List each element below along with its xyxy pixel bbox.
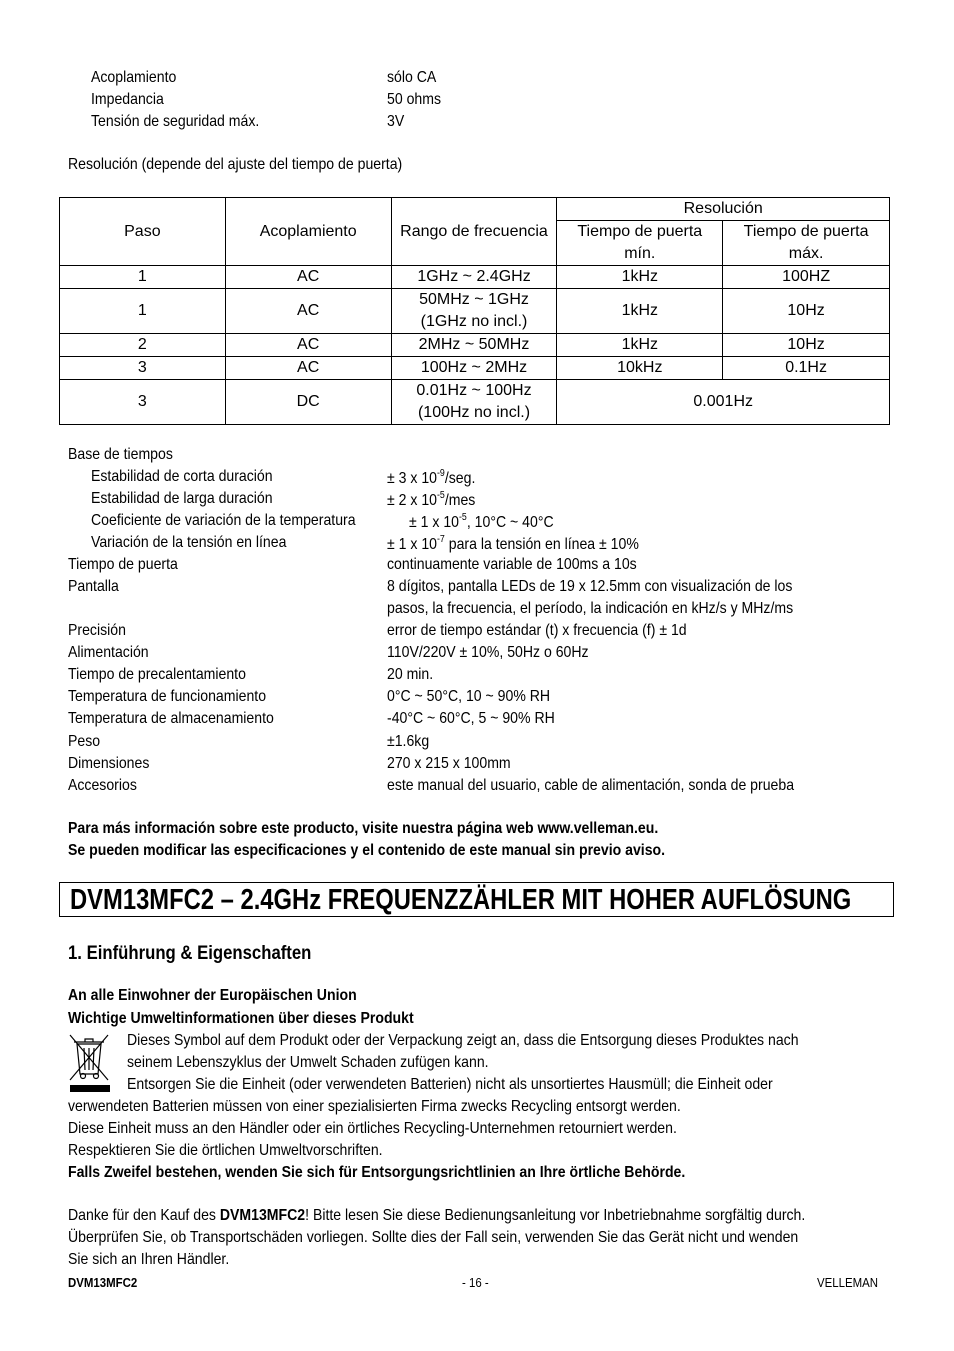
timebase-label: Coeficiente de variación de la temperatura (91, 512, 356, 529)
thanks-line-3: Sie sich an Ihren Händler. (68, 1251, 230, 1268)
value-post: /mes (444, 492, 476, 509)
spec-label-acoplamiento: Acoplamiento (91, 69, 177, 86)
eu-text: seinem Lebenszyklus der Umwelt Schaden zufügen kann. (127, 1054, 489, 1071)
eu-text: Diese Einheit muss an den Händler oder ein örtliches Recycling-Unternehmen retourniert werden. (68, 1120, 677, 1137)
timebase-label: Variación de la tensión en línea (91, 534, 287, 551)
spec-label: Peso (68, 733, 101, 750)
table-row (60, 334, 890, 357)
thanks-model: DVM13MFC2 (219, 1207, 306, 1224)
spec-value-line2: pasos, la frecuencia, el período, la indicación en kHz/s y MHz/ms (387, 600, 794, 617)
thanks-text: ! Bitte lesen Sie diese Bedienungsanleitung vor Inbetriebnahme sorgfältig durch. (305, 1207, 806, 1224)
section-title: DVM13MFC2 – 2.4GHz FREQUENZZÄHLER MIT HOHER AUFLÖSUNG (70, 884, 852, 916)
table-row (60, 289, 890, 334)
header-tmin (557, 221, 723, 266)
eu-text: verwendeten Batterien müssen von einer spezialisierten Firma zwecks Recycling entsorgt werden. (68, 1098, 681, 1115)
notice-line-2: Se pueden modificar las especificaciones y el contenido de este manual sin previo aviso. (68, 842, 666, 859)
value-pre: ± 1 x 10 (409, 514, 459, 531)
weee-bin-icon (68, 1032, 112, 1094)
cell-paso: 3 (60, 380, 226, 425)
spec-label-tension: Tensión de seguridad máx. (91, 113, 260, 130)
header-tmax-line1: Tiempo de puerta (743, 223, 869, 240)
cell-paso: 2 (60, 334, 226, 357)
cell-rango (391, 380, 557, 425)
section-title-box (59, 882, 894, 917)
spec-value: 0°C ~ 50°C, 10 ~ 90% RH (387, 688, 551, 705)
timebase-value (387, 534, 639, 554)
spec-label: Tiempo de puerta (68, 556, 178, 573)
timebase-label: Estabilidad de larga duración (91, 490, 273, 507)
cell-acop: AC (225, 334, 391, 357)
value-exponent: -9 (436, 468, 445, 479)
eu-heading-2: Wichtige Umweltinformationen über dieses Produkt (68, 1010, 414, 1027)
header-paso: Paso (60, 198, 226, 266)
spec-value: ±1.6kg (387, 733, 430, 750)
timebase-value (387, 490, 475, 510)
cell-rango: 1GHz ~ 2.4GHz (391, 266, 557, 289)
thanks-line-2: Überprüfen Sie, ob Transportschäden vorliegen. Sollte dies der Fall sein, verwenden Sie das Gerät nicht und wenden (68, 1229, 799, 1246)
cell-rango-line1: 50MHz ~ 1GHz (419, 291, 529, 308)
cell-rango (391, 289, 557, 334)
header-tmin-line1: Tiempo de puerta (577, 223, 703, 240)
table-row (60, 357, 890, 380)
spec-value: 20 min. (387, 666, 434, 683)
cell-rango: 2MHz ~ 50MHz (391, 334, 557, 357)
value-exponent: -7 (436, 534, 445, 545)
cell-acop: AC (225, 266, 391, 289)
table-row (60, 380, 890, 425)
table-header-row (60, 198, 890, 221)
footer-model: DVM13MFC2 (68, 1275, 138, 1290)
spec-value: continuamente variable de 100ms a 10s (387, 556, 637, 573)
cell-acop: AC (225, 357, 391, 380)
footer-page-number: - 16 - (462, 1275, 489, 1290)
value-post: , 10°C ~ 40°C (466, 514, 554, 531)
spec-label: Temperatura de almacenamiento (68, 710, 274, 727)
header-tmax (723, 221, 890, 266)
value-pre: ± 2 x 10 (387, 492, 437, 509)
eu-text: Entsorgen Sie die Einheit (oder verwendeten Batterien) nicht als unsortiertes Hausmüll; die Einheit oder (127, 1076, 773, 1093)
timebase-value (409, 512, 554, 532)
spec-label-impedancia: Impedancia (91, 91, 164, 108)
spec-value-tension: 3V (387, 113, 405, 130)
cell-tmin: 1kHz (557, 266, 723, 289)
cell-tmax: 10Hz (723, 334, 890, 357)
value-pre: ± 3 x 10 (387, 470, 437, 487)
cell-tmax: 10Hz (723, 289, 890, 334)
cell-paso: 3 (60, 357, 226, 380)
value-exponent: -5 (458, 512, 467, 523)
notice-line-1: Para más información sobre este producto, visite nuestra página web www.velleman.eu. (68, 820, 659, 837)
cell-tmin: 1kHz (557, 334, 723, 357)
section-heading: 1. Einführung & Eigenschaften (68, 943, 312, 964)
timebase-value (387, 468, 475, 488)
timebase-heading: Base de tiempos (68, 446, 173, 463)
value-post: para la tensión en línea ± 10% (444, 536, 639, 553)
timebase-label: Estabilidad de corta duración (91, 468, 273, 485)
spec-label: Temperatura de funcionamiento (68, 688, 267, 705)
header-tmax-line2: máx. (788, 245, 824, 262)
value-exponent: -5 (436, 490, 445, 501)
cell-acop: AC (225, 289, 391, 334)
value-post: /seg. (444, 470, 476, 487)
eu-text: Dieses Symbol auf dem Produkt oder der Verpackung zeigt an, dass die Entsorgung dieses Produktes nach (127, 1032, 799, 1049)
spec-value-acoplamiento: sólo CA (387, 69, 437, 86)
spec-value: este manual del usuario, cable de alimentación, sonda de prueba (387, 777, 795, 794)
spec-label: Dimensiones (68, 755, 150, 772)
cell-rango: 100Hz ~ 2MHz (391, 357, 557, 380)
header-acoplamiento: Acoplamiento (225, 198, 391, 266)
spec-label: Tiempo de precalentamiento (68, 666, 246, 683)
table-row (60, 266, 890, 289)
cell-tmax: 0.1Hz (723, 357, 890, 380)
spec-label: Pantalla (68, 578, 119, 595)
cell-rango-line1: 0.01Hz ~ 100Hz (416, 382, 532, 399)
cell-acop: DC (225, 380, 391, 425)
cell-rango-line2: (100Hz no incl.) (417, 404, 531, 421)
header-tmin-line2: mín. (624, 245, 656, 262)
cell-paso: 1 (60, 289, 226, 334)
cell-tmin: 1kHz (557, 289, 723, 334)
resolution-table (59, 197, 890, 425)
eu-heading-1: An alle Einwohner der Europäischen Union (68, 987, 357, 1004)
header-rango: Rango de frecuencia (391, 198, 557, 266)
spec-value: 110V/220V ± 10%, 50Hz o 60Hz (387, 644, 589, 661)
cell-tmin: 10kHz (557, 357, 723, 380)
spec-value-impedancia: 50 ohms (387, 91, 442, 108)
cell-paso: 1 (60, 266, 226, 289)
spec-value: 270 x 215 x 100mm (387, 755, 511, 772)
spec-value: error de tiempo estándar (t) x frecuencia (f) ± 1d (387, 622, 687, 639)
spec-label: Precisión (68, 622, 126, 639)
eu-text: Respektieren Sie die örtlichen Umweltvorschriften. (68, 1142, 383, 1159)
eu-text-bold: Falls Zweifel bestehen, wenden Sie sich für Entsorgungsrichtlinien an Ihre örtliche Behörde. (68, 1164, 686, 1181)
spec-value: -40°C ~ 60°C, 5 ~ 90% RH (387, 710, 555, 727)
cell-tmax: 100HZ (723, 266, 890, 289)
thanks-text: Danke für den Kauf des (68, 1207, 220, 1224)
resolution-caption: Resolución (depende del ajuste del tiempo de puerta) (68, 156, 403, 173)
cell-merged-resolution: 0.001Hz (557, 380, 890, 425)
thanks-line-1 (68, 1207, 805, 1225)
cell-rango-line2: (1GHz no incl.) (420, 313, 528, 330)
value-pre: ± 1 x 10 (387, 536, 437, 553)
spec-value: 8 dígitos, pantalla LEDs de 19 x 12.5mm con visualización de los (387, 578, 793, 595)
header-resolucion: Resolución (557, 198, 890, 221)
footer-brand: VELLEMAN (817, 1275, 879, 1290)
spec-label: Accesorios (68, 777, 137, 794)
spec-label: Alimentación (68, 644, 149, 661)
